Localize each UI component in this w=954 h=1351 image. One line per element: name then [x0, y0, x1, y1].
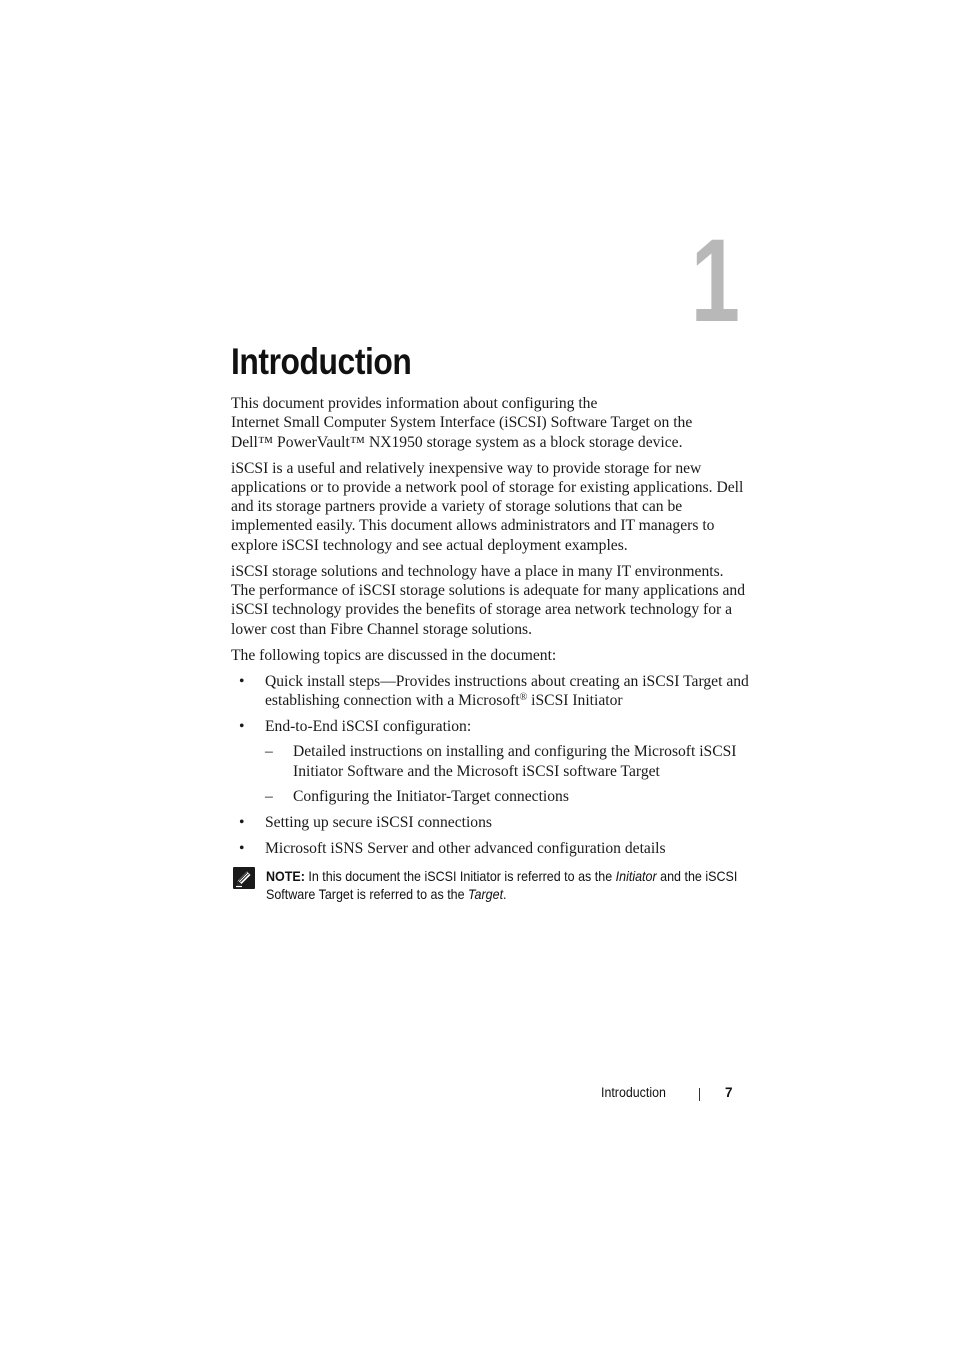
intro-line-3: Dell™ PowerVault™ NX1950 storage system as a block storage device.: [231, 433, 683, 451]
paragraph-iscsi-overview: iSCSI is a useful and relatively inexpensive way to provide storage for new applications or to provide a network pool of storage for existing applications. Dell and its storage partners provide a variety of storage solutions that can be implemented easily. This document allows administrators and IT managers to explore iSCSI technology and see actual deployment examples.: [231, 459, 744, 554]
topic-isns-server: Microsoft iSNS Server and other advanced configuration details: [265, 839, 666, 857]
subtopic-connections: Configuring the Initiator-Target connections: [293, 788, 569, 806]
list-item: [231, 717, 751, 807]
note-term-target: Target: [468, 887, 504, 903]
bullet-marker: •: [239, 839, 245, 857]
chapter-title: Introduction: [231, 341, 412, 382]
note-block: [231, 868, 751, 905]
chapter-content: [231, 394, 751, 905]
dash-marker: –: [265, 788, 273, 806]
intro-line-1: This document provides information about configuring the: [231, 395, 598, 412]
footer-page-number: 7: [725, 1085, 733, 1100]
note-label: NOTE:: [266, 868, 305, 884]
topic-end-to-end: End-to-End iSCSI configuration:: [265, 717, 472, 735]
subtopics-list: [265, 742, 751, 806]
bullet-marker: •: [239, 717, 245, 735]
topics-list: [231, 672, 751, 858]
bullet-marker: •: [239, 672, 245, 690]
paragraph-topics-intro: The following topics are discussed in the document:: [231, 646, 557, 664]
chapter-number: 1: [690, 215, 740, 347]
registered-mark: ®: [519, 691, 528, 703]
page-footer: [560, 1082, 740, 1104]
list-item: [265, 787, 751, 806]
list-item: [231, 813, 751, 832]
paragraph-iscsi-benefits: iSCSI storage solutions and technology have a place in many IT environments. The performance of iSCSI storage solutions is adequate for many applications and iSCSI technology provides the benefits of storage area network technology for a lower cost than Fibre Channel storage solutions.: [231, 562, 746, 638]
footer-section-title: Introduction: [601, 1085, 666, 1100]
list-item: [231, 839, 751, 858]
subtopic-detailed-instructions: Detailed instructions on installing and configuring the Microsoft iSCSI Initiator Software and the Microsoft iSCSI software Target: [293, 743, 737, 780]
list-item: [265, 742, 751, 781]
topic-secure-connections: Setting up secure iSCSI connections: [265, 813, 492, 831]
topic-quick-install: Quick install steps—Provides instructions about creating an iSCSI Target and establishing connection with a Microsoft® iSCSI Initiator: [265, 672, 749, 709]
dash-marker: –: [265, 743, 273, 761]
bullet-marker: •: [239, 813, 245, 831]
note-term-initiator: Initiator: [615, 868, 657, 884]
pencil-note-icon: [233, 867, 255, 889]
footer-separator: [699, 1088, 700, 1101]
intro-line-2: Internet Small Computer System Interface (iSCSI) Software Target on the: [231, 414, 693, 432]
note-text: NOTE: In this document the iSCSI Initiator is referred to as the Initiator and the iSCSI Software Target is referred to as the Target.: [266, 868, 738, 903]
list-item: [231, 672, 751, 711]
intro-paragraph: [231, 394, 751, 452]
